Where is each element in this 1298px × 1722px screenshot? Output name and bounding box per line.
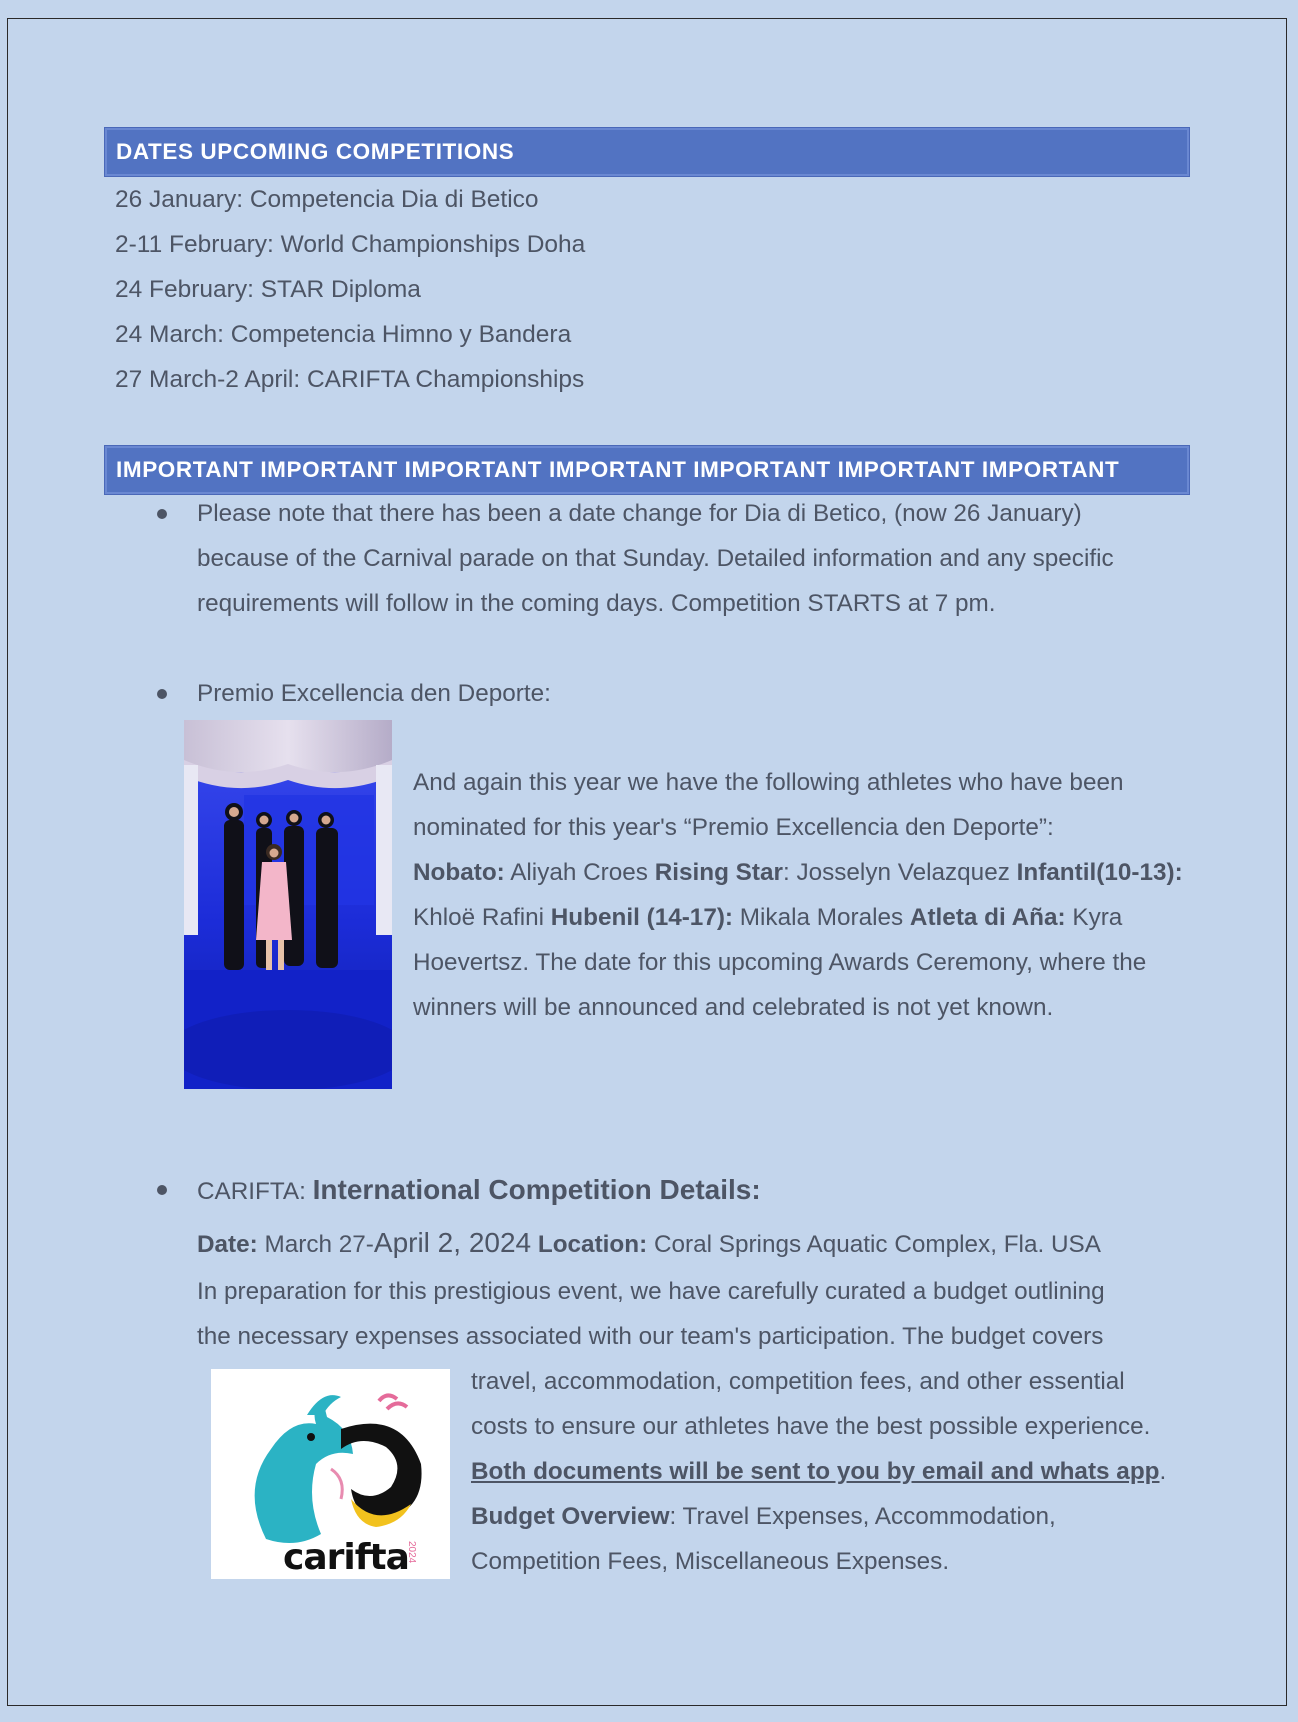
date-item: 26 January: Competencia Dia di Betico	[115, 186, 539, 213]
bullet-dot	[157, 1185, 167, 1195]
documents-note: Both documents will be sent to you by email and whats app	[471, 1458, 1160, 1485]
date-item: 24 February: STAR Diploma	[115, 276, 421, 303]
carifta-body	[197, 1269, 1105, 1359]
premio-line: Hoevertsz. The date for this upcoming Awards Ceremony, where the	[413, 949, 1147, 976]
date-change-note	[197, 491, 1197, 626]
category-label: Atleta di Aña:	[909, 904, 1066, 931]
body-line: In preparation for this prestigious event, we have carefully curated a budget outlining	[197, 1278, 1105, 1305]
nominee-name: : Josselyn Velazquez	[782, 859, 1017, 886]
body-line: costs to ensure our athletes have the best possible experience.	[471, 1413, 1151, 1440]
nominee-name: Aliyah Croes	[504, 859, 655, 886]
location-value: Coral Springs Aquatic Complex, Fla. USA	[647, 1231, 1101, 1258]
date-item: 24 March: Competencia Himno y Bandera	[115, 321, 572, 348]
carifta-budget	[471, 1359, 1166, 1584]
premio-title: Premio Excellencia den Deporte:	[197, 680, 551, 707]
logo-year: 2024	[406, 1541, 417, 1564]
nominee-name: Khloë Rafini	[413, 904, 551, 931]
nominee-name: Mikala Morales	[733, 904, 910, 931]
carifta-logo	[211, 1369, 450, 1579]
nominee-line	[413, 850, 1193, 895]
nominee-name: Kyra	[1065, 904, 1123, 931]
date-item: 2-11 February: World Championships Doha	[115, 231, 586, 258]
bullet-dot	[157, 509, 167, 519]
documents-note-line	[471, 1449, 1166, 1494]
note-line: because of the Carnival parade on that Sunday. Detailed information and any specific	[197, 545, 1114, 572]
location-label: Location:	[531, 1231, 648, 1258]
carifta-title	[197, 1167, 761, 1214]
budget-value: Competition Fees, Miscellaneous Expenses.	[471, 1548, 950, 1575]
category-label: Infantil(10-13):	[1016, 859, 1183, 886]
date-item: 27 March-2 April: CARIFTA Championships	[115, 366, 585, 393]
dates-list	[115, 177, 585, 402]
category-label: Nobato:	[413, 859, 505, 886]
budget-line	[471, 1494, 1166, 1539]
date-value: March 27-	[257, 1231, 374, 1258]
athletes-photo	[184, 720, 392, 1089]
premio-line: And again this year we have the following athletes who have been	[413, 769, 1124, 796]
note-line: Please note that there has been a date change for Dia di Betico, (now 26 January)	[197, 500, 1082, 527]
competition-details-title: International Competition Details:	[312, 1174, 761, 1205]
nominee-line	[413, 895, 1193, 940]
budget-label: Budget Overview	[471, 1503, 670, 1530]
carifta-date-location	[197, 1220, 1101, 1267]
body-line: the necessary expenses associated with our team's participation. The budget covers	[197, 1323, 1104, 1350]
premio-description	[413, 760, 1193, 1030]
date-value: April 2, 2024	[373, 1227, 532, 1258]
premio-line: winners will be announced and celebrated is not yet known.	[413, 994, 1054, 1021]
budget-value: : Travel Expenses, Accommodation,	[669, 1503, 1056, 1530]
date-label: Date:	[197, 1231, 258, 1258]
premio-line: nominated for this year's “Premio Excellencia den Deporte”:	[413, 814, 1054, 841]
logo-wordmark: carifta	[283, 1537, 409, 1578]
important-header: IMPORTANT IMPORTANT IMPORTANT IMPORTANT IMPORTANT IMPORTANT IMPORTANT	[105, 446, 1189, 494]
category-label: Hubenil (14-17):	[550, 904, 734, 931]
body-line: travel, accommodation, competition fees, and other essential	[471, 1368, 1125, 1395]
bullet-dot	[157, 689, 167, 699]
carifta-prefix: CARIFTA:	[197, 1178, 313, 1205]
dates-header: DATES UPCOMING COMPETITIONS	[105, 128, 1189, 176]
note-line: requirements will follow in the coming days. Competition STARTS at 7 pm.	[197, 590, 996, 617]
period: .	[1159, 1458, 1167, 1485]
category-label: Rising Star	[654, 859, 783, 886]
